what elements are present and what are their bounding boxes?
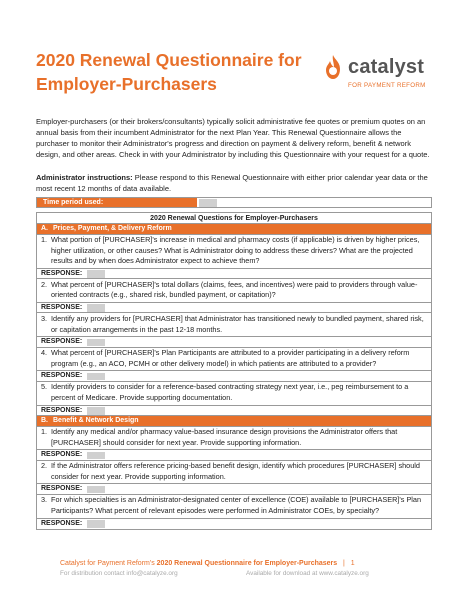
table-header: 2020 Renewal Questions for Employer-Purchasers	[37, 213, 431, 224]
footer-bold-title: 2020 Renewal Questionnaire for Employer-Purchasers	[156, 560, 338, 567]
questions-table	[36, 212, 432, 530]
question-text: Identify providers to consider for a reference-based contracting strategy next year, i.e., peg reimbursement to a percent of Medicare. Provide supporting documentation.	[51, 382, 409, 402]
page-title	[36, 48, 316, 96]
response-row	[37, 484, 431, 495]
question-text: What percent of [PURCHASER]'s Plan Participants are attributed to a provider participating in a delivery reform program (e.g., an ACO, PCMH or other delivery model) in which patients are attributed to a provider?	[51, 348, 410, 368]
section-letter: A.	[41, 225, 48, 232]
response-row	[37, 371, 431, 382]
time-period-row	[36, 197, 432, 208]
question-b3	[37, 495, 431, 519]
response-row	[37, 337, 431, 348]
response-label: RESPONSE:	[41, 451, 83, 459]
question-text: If the Administrator offers reference pricing-based benefit design, identify which procedures [PURCHASER] should consider for next year. Provide supporting information.	[51, 461, 420, 481]
footer-title-line	[60, 560, 440, 567]
response-label: RESPONSE:	[41, 303, 83, 311]
response-label: RESPONSE:	[41, 338, 83, 346]
response-row	[37, 269, 431, 280]
section-header-a	[37, 224, 431, 235]
response-field[interactable]	[87, 407, 105, 415]
question-b2	[37, 461, 431, 485]
instructions-label: Administrator instructions:	[36, 173, 133, 182]
response-row	[37, 303, 431, 314]
response-field[interactable]	[87, 520, 105, 528]
footer-prefix: Catalyst for Payment Reform's	[60, 560, 157, 567]
response-field[interactable]	[87, 304, 105, 312]
section-letter: B.	[41, 417, 48, 425]
response-row	[37, 406, 431, 417]
response-label: RESPONSE:	[41, 269, 83, 277]
logo-brand: catalyst	[348, 56, 425, 78]
question-number: 5.	[41, 382, 48, 392]
question-a2	[37, 279, 431, 303]
catalyst-logo	[320, 52, 440, 102]
footer-distribution: For distribution contact info@catalyze.org	[60, 570, 178, 577]
response-field[interactable]	[87, 486, 105, 494]
question-number: 2.	[41, 461, 48, 471]
footer-download: Available for download at www.catalyze.org	[246, 570, 369, 577]
question-a1	[37, 235, 431, 269]
section-title: Prices, Payment, & Delivery Reform	[53, 225, 172, 232]
title-line-2: Employer-Purchasers	[36, 74, 217, 94]
question-text: Identify any medical and/or pharmacy value-based insurance design provisions the Administrator offers that [PURCHASER] should consider for next year. Provide supporting information.	[51, 427, 398, 447]
response-field[interactable]	[87, 373, 105, 381]
footer-contact-line	[60, 570, 440, 577]
footer-separator: |	[343, 560, 345, 567]
time-period-field[interactable]	[199, 199, 217, 207]
question-number: 2.	[41, 279, 48, 289]
response-row	[37, 519, 431, 530]
question-number: 1.	[41, 235, 48, 244]
question-text: What portion of [PURCHASER]'s increase in medical and pharmacy costs (if applicable) is driven by higher prices, higher utilization, or other causes? What is Administrator doing to address these drivers? What are the projected results and by when does Administrator expect to achieve them?	[51, 235, 420, 266]
question-a5	[37, 382, 431, 406]
page-number: 1	[350, 560, 355, 567]
question-text: What percent of [PURCHASER]'s total dollars (claims, fees, and incentives) were paid to providers through value-oriented contracts (e.g., shared risk, bundled payment, or capitation)?	[51, 279, 418, 300]
response-label: RESPONSE:	[41, 519, 83, 527]
instructions-text: Please respond to this Renewal Questionnaire with either prior calendar year data or the most recent 12 months of data available.	[36, 173, 428, 194]
question-text: For which specialties is an Administrator-designated center of excellence (COE) available to [PURCHASER]'s Plan Participants? What percent of relevant episodes were performed in Administrator COEs, by specialty?	[51, 495, 422, 515]
section-title: Benefit & Network Design	[53, 417, 139, 425]
logo-tagline: FOR PAYMENT REFORM	[348, 82, 426, 89]
question-number: 1.	[41, 427, 48, 437]
question-text: Identify any providers for [PURCHASER] that Administrator has transitioned newly to bundled payment, shared risk, or capitation arrangements in the past 12-18 months.	[51, 313, 424, 334]
response-field[interactable]	[87, 452, 105, 460]
time-period-label: Time period used:	[37, 198, 197, 207]
catalyst-flame-icon	[320, 54, 346, 82]
question-b1	[37, 427, 431, 451]
response-row	[37, 450, 431, 461]
response-label: RESPONSE:	[41, 372, 83, 380]
question-number: 4.	[41, 348, 48, 358]
section-header-b	[37, 416, 431, 427]
response-field[interactable]	[87, 270, 105, 278]
response-label: RESPONSE:	[41, 485, 83, 493]
question-a3	[37, 313, 431, 337]
title-line-1: 2020 Renewal Questionnaire for	[36, 50, 302, 70]
question-number: 3.	[41, 495, 48, 505]
intro-paragraph: Employer-purchasers (or their brokers/consultants) typically solicit administrative fee quotes or premium quotes on an annual basis from their incumbent Administrator for the next Plan Year. This Renewal Questionnaire allows the purchaser to monitor their Administrator's progress and direction on payment & delivery reform, benefit & network design, and other areas. Check in with your Administrator by including this Questionnaire with your request for a quote.	[36, 117, 430, 160]
response-field[interactable]	[87, 339, 105, 347]
question-a4	[37, 348, 431, 372]
instructions-paragraph	[36, 172, 432, 194]
question-number: 3.	[41, 313, 48, 323]
response-label: RESPONSE:	[41, 406, 83, 414]
